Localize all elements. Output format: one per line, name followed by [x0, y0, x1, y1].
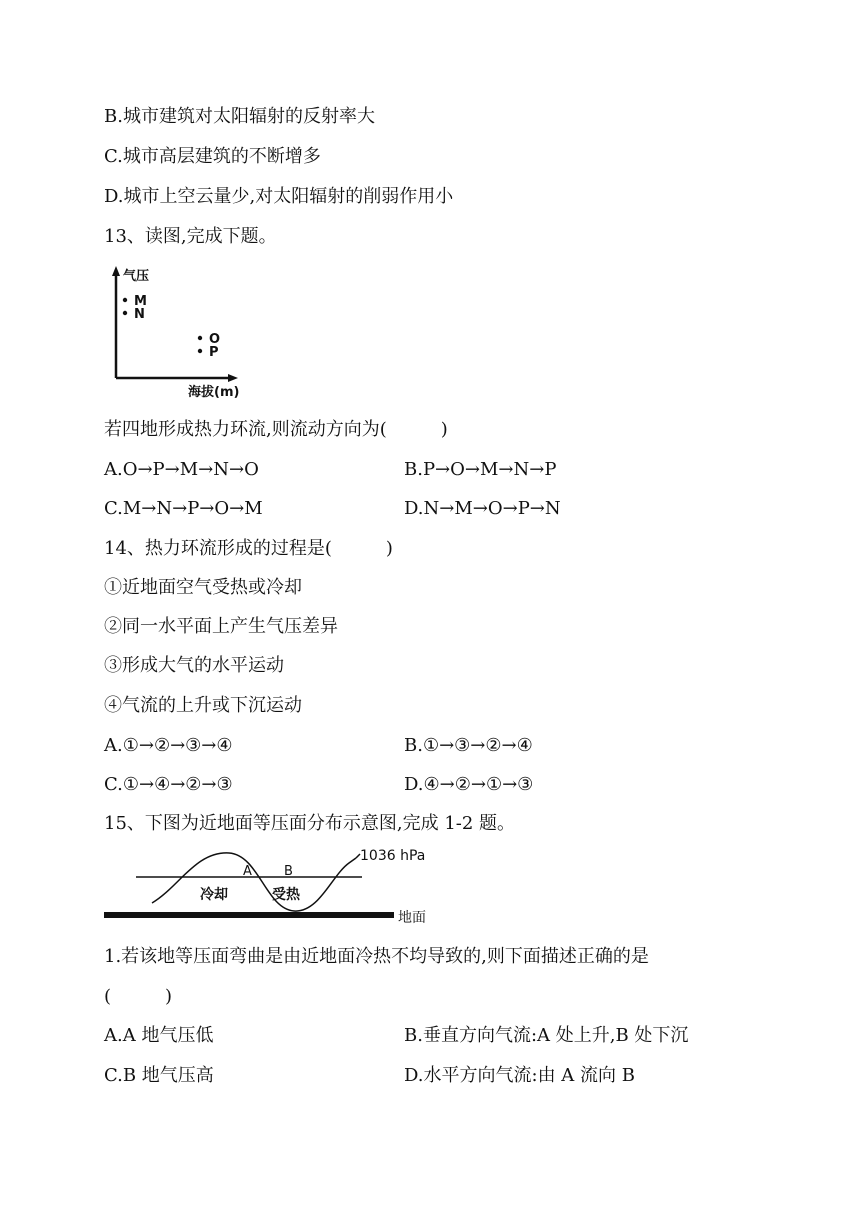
isobar-diagram [104, 847, 444, 929]
q13-option-b: B.P→O→M→N→P [404, 459, 557, 480]
ground-label: 地面 [398, 910, 426, 926]
q14-step-4: ④气流的上升或下沉运动 [104, 695, 302, 716]
ground-bar [104, 912, 394, 918]
q14-option-a: A.①→②→③→④ [104, 735, 233, 756]
q15-1-stem-line2: ( ) [104, 986, 173, 1007]
point-n-dot [123, 311, 127, 315]
q13-option-a: A.O→P→M→N→O [104, 459, 259, 480]
point-o-label: O [209, 332, 221, 347]
q15-1-option-b: B.垂直方向气流:A 处上升,B 处下沉 [404, 1025, 689, 1046]
q15-1-option-d: D.水平方向气流:由 A 流向 B [404, 1065, 635, 1086]
point-p-label: P [209, 345, 219, 360]
q14-step-1: ①近地面空气受热或冷却 [104, 577, 302, 598]
q14-option-c: C.①→④→②→③ [104, 774, 233, 795]
point-m-dot [123, 298, 127, 302]
question-13-title: 13、读图,完成下题。 [104, 226, 277, 247]
label-a: A [243, 864, 252, 879]
x-axis-arrow [228, 374, 238, 382]
option-b-prev: B.城市建筑对太阳辐射的反射率大 [104, 106, 375, 127]
q14-option-d: D.④→②→①→③ [404, 774, 534, 795]
point-m-label: M [134, 294, 147, 309]
label-b: B [284, 864, 293, 879]
option-d-prev: D.城市上空云量少,对太阳辐射的削弱作用小 [104, 186, 454, 207]
q14-step-2: ②同一水平面上产生气压差异 [104, 616, 338, 637]
point-o-dot [198, 336, 202, 340]
isobar-label: 1036 hPa [360, 848, 426, 864]
label-heat: 受热 [272, 887, 300, 903]
q14-option-b: B.①→③→②→④ [404, 735, 533, 756]
question-14-stem: 14、热力环流形成的过程是( ) [104, 538, 393, 559]
q15-1-option-a: A.A 地气压低 [104, 1025, 214, 1046]
pressure-altitude-chart [104, 262, 264, 402]
q15-1-option-c: C.B 地气压高 [104, 1065, 214, 1086]
y-axis-label: 气压 [123, 269, 150, 284]
q14-step-3: ③形成大气的水平运动 [104, 655, 284, 676]
option-c-prev: C.城市高层建筑的不断增多 [104, 146, 321, 167]
isobar-curve [152, 853, 356, 911]
label-cool: 冷却 [200, 887, 228, 903]
x-axis-label: 海拔(m) [188, 385, 240, 400]
q15-1-stem-line1: 1.若该地等压面弯曲是由近地面冷热不均导致的,则下面描述正确的是 [104, 946, 649, 967]
point-n-label: N [134, 307, 145, 322]
point-p-dot [198, 349, 202, 353]
question-15-stem: 15、下图为近地面等压面分布示意图,完成 1-2 题。 [104, 813, 516, 834]
y-axis-arrow [112, 266, 120, 276]
q13-option-d: D.N→M→O→P→N [404, 498, 561, 519]
q13-option-c: C.M→N→P→O→M [104, 498, 263, 519]
question-13-stem: 若四地形成热力环流,则流动方向为( ) [104, 419, 448, 440]
